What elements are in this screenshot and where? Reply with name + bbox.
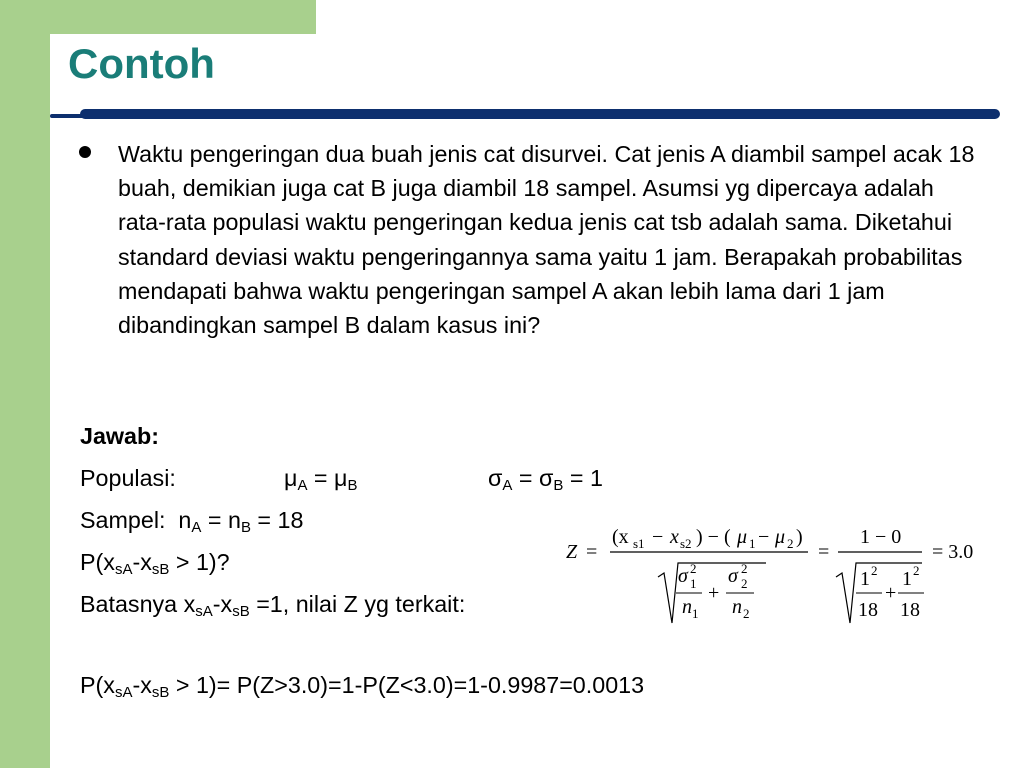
formula-sub-s2: s2 — [680, 536, 692, 551]
final-answer: $P(x_{sA}-x_{sB} > 1)= P(Z>3.0)=1-P(Z<3.0)=1-0.9987=0.0013$ — [80, 672, 645, 701]
formula-sub-2: 2 — [787, 536, 794, 551]
formula-mu2: μ — [775, 526, 786, 548]
formula-n-sub2: 2 — [743, 606, 750, 621]
formula-r1a: 1 — [860, 568, 870, 590]
formula-eq2: = — [818, 541, 830, 563]
formula-n1: n — [682, 596, 692, 618]
z-formula — [560, 515, 1000, 630]
formula-sub-1: 1 — [749, 536, 756, 551]
formula-plus2: + — [885, 582, 897, 604]
formula-minus2: − — [758, 526, 770, 548]
formula-r18b: 18 — [900, 599, 920, 621]
formula-z: Z — [566, 541, 578, 563]
batas-line: Batasnya $x_{sA}-x_{sB} =1$, nilai Z yg terkait: — [80, 591, 466, 620]
top-green-band — [50, 0, 316, 34]
left-green-band — [0, 0, 50, 768]
formula-sigma-sub2: 2 — [741, 576, 748, 591]
formula-sub-s1: s1 — [633, 536, 645, 551]
sampel-line: Sampel: $n_A = n_B = 18$ — [80, 507, 304, 536]
formula-r1b: 1 — [902, 568, 912, 590]
formula-r-sq1: 2 — [871, 563, 878, 578]
formula-eq1: = — [586, 541, 598, 563]
formula-sigma-sub1: 1 — [690, 576, 697, 591]
formula-sq2: 2 — [741, 561, 748, 576]
formula-mid-numerator: 1 − 0 — [860, 526, 902, 548]
formula-mu1: μ — [737, 526, 748, 548]
populasi-line — [80, 465, 603, 494]
formula-sigma1: σ — [678, 565, 688, 587]
formula-num-x1: (x — [612, 526, 629, 548]
title-underline — [80, 109, 1000, 119]
question-paragraph: Waktu pengeringan dua buah jenis cat disurvei. Cat jenis A diambil sampel acak 18 buah, demikian juga cat B juga diambil 18 sampel. Asumsi yg dipercaya adalah rata-rata populasi waktu pengeringan kedua jenis cat tsb adalah sama. Diketahui standard deviasi waktu pengeringannya sama yaitu 1 jam. Berapakah probabilitas mendapati bahwa waktu pengeringan sampel A akan lebih lama dari 1 jam dibandingkan sampel B dalam kasus ini? — [118, 141, 975, 339]
formula-minus: − — [652, 526, 664, 548]
sigma-equality: $\sigma_A = \sigma_B = 1$ — [488, 465, 603, 494]
formula-r-sq2: 2 — [913, 563, 920, 578]
formula-close-open: ) − ( — [696, 526, 731, 548]
formula-sq1: 2 — [690, 561, 697, 576]
populasi-label: Populasi: — [80, 465, 176, 491]
answer-heading: Jawab: — [80, 423, 159, 449]
bullet-dot — [79, 146, 91, 158]
slide-title: Contoh — [68, 40, 215, 87]
formula-sigma2: σ — [728, 565, 738, 587]
formula-plus1: + — [708, 582, 720, 604]
formula-n2: n — [732, 596, 742, 618]
formula-n-sub1: 1 — [692, 606, 699, 621]
formula-result: = 3.0 — [932, 541, 974, 563]
probability-question: $P(x_{sA}-x_{sB} > 1)$? — [80, 549, 230, 578]
mu-equality: $\mu_A = \mu_B$ — [284, 465, 358, 494]
formula-x2: x — [670, 526, 679, 548]
formula-r18a: 18 — [858, 599, 878, 621]
formula-close: ) — [796, 526, 803, 548]
